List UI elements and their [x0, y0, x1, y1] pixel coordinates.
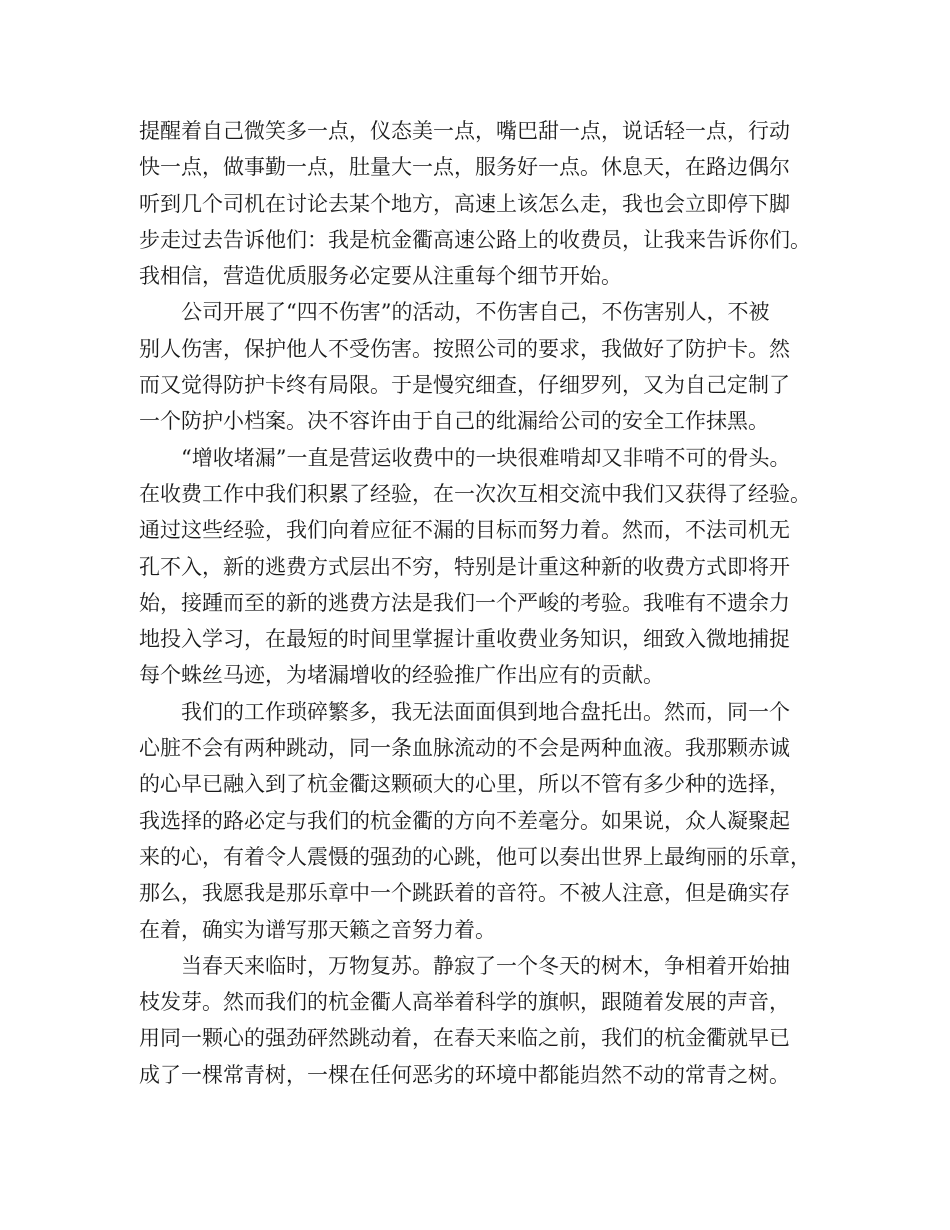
- text-line: 我们的工作琐碎繁多，我无法面面俱到地合盘托出。然而，同一个: [181, 699, 790, 724]
- text-line: 公司开展了“四不伤害”的活动，不伤害自己，不伤害别人，不被: [181, 300, 770, 325]
- paragraph: [139, 294, 811, 439]
- text-line: 步走过去告诉他们：我是杭金衢高速公路上的收费员，让我来告诉你们。: [139, 227, 811, 252]
- text-line: 始，接踵而至的新的逃费方法是我们一个严峻的考验。我唯有不遗余力: [139, 590, 790, 615]
- text-line: 提醒着自己微笑多一点，仪态美一点，嘴巴甜一点，说话轻一点，行动: [139, 119, 790, 143]
- text-line: 心脏不会有两种跳动，同一条血脉流动的不会是两种血液。我那颗赤诚: [139, 736, 790, 761]
- text-line: 地投入学习，在最短的时间里掌握计重收费业务知识，细致入微地捕捉: [139, 627, 790, 652]
- text-line: 通过这些经验，我们向着应征不漏的目标而努力着。然而，不法司机无: [139, 518, 790, 543]
- paragraph: [139, 948, 811, 1093]
- text-line: 的心早已融入到了杭金衢这颗硕大的心里，所以不管有多少种的选择，: [139, 772, 790, 797]
- text-line: 我选择的路必定与我们的杭金衢的方向不差毫分。如果说，众人凝聚起: [139, 808, 790, 833]
- text-line: 当春天来临时，万物复苏。静寂了一个冬天的树木，争相着开始抽: [181, 953, 790, 978]
- text-line: 每个蛛丝马迹，为堵漏增收的经验推广作出应有的贡献。: [139, 663, 664, 688]
- text-line: 听到几个司机在讨论去某个地方，高速上该怎么走，我也会立即停下脚: [139, 191, 790, 216]
- paragraph: [139, 440, 811, 694]
- text-line: 我相信，营造优质服务必定要从注重每个细节开始。: [139, 264, 622, 289]
- text-line: “增收堵漏”一直是营运收费中的一块很难啃却又非啃不可的骨头。: [181, 445, 791, 470]
- text-line: 在收费工作中我们积累了经验，在一次次互相交流中我们又获得了经验。: [139, 481, 811, 506]
- text-line: 成了一棵常青树，一棵在任何恶劣的环境中都能岿然不动的常青之树。: [139, 1062, 790, 1087]
- text-line: 枝发芽。然而我们的杭金衢人高举着科学的旗帜，跟随着发展的声音，: [139, 990, 790, 1015]
- text-line: 而又觉得防护卡终有局限。于是慢究细查，仔细罗列，又为自己定制了: [139, 373, 790, 398]
- text-line: 在着，确实为谱写那天籁之音努力着。: [139, 917, 496, 942]
- text-line: 来的心，有着令人震慑的强劲的心跳，他可以奏出世界上最绚丽的乐章，: [139, 844, 811, 869]
- text-line: 别人伤害，保护他人不受伤害。按照公司的要求，我做好了防护卡。然: [139, 336, 790, 361]
- text-line: 用同一颗心的强劲砰然跳动着，在春天来临之前，我们的杭金衢就早已: [139, 1026, 790, 1051]
- text-line: 孔不入，新的逃费方式层出不穷，特别是计重这种新的收费方式即将开: [139, 554, 790, 579]
- text-line: 快一点，做事勤一点，肚量大一点，服务好一点。休息天，在路边偶尔: [139, 155, 790, 180]
- document-body: [139, 113, 811, 1093]
- paragraph: [139, 113, 811, 294]
- text-line: 一个防护小档案。决不容许由于自己的纰漏给公司的安全工作抹黑。: [139, 409, 769, 434]
- text-line: 那么，我愿我是那乐章中一个跳跃着的音符。不被人注意，但是确实存: [139, 881, 790, 906]
- paragraph: [139, 694, 811, 948]
